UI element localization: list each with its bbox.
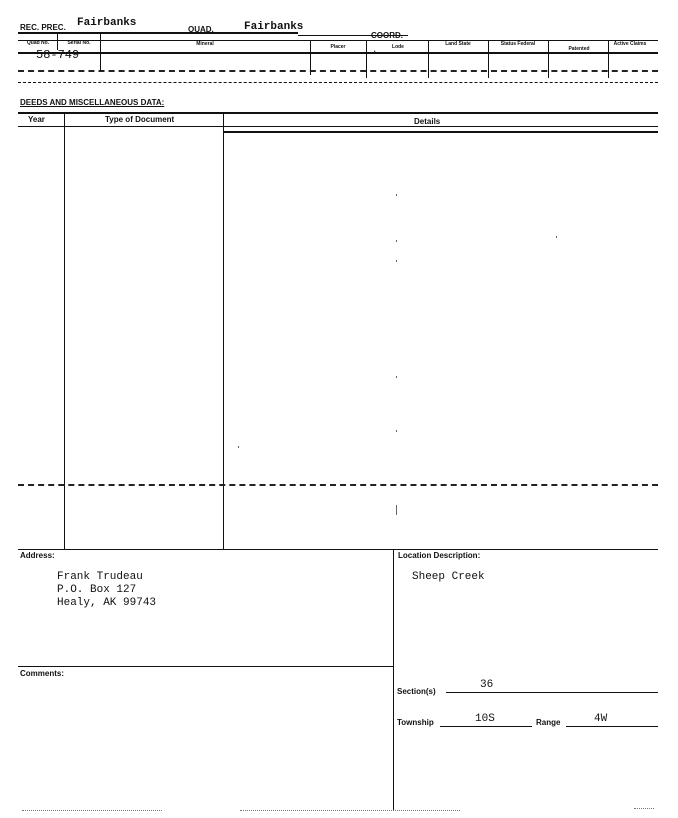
mineral-label: Mineral	[196, 41, 214, 47]
address-line-2: P.O. Box 127	[57, 584, 137, 596]
header-top-rule-right	[298, 35, 408, 36]
header-divider-8	[608, 40, 609, 78]
rec-prec-value: Fairbanks	[77, 17, 137, 29]
range-value: 4W	[594, 713, 608, 725]
bottom-scan-noise	[240, 810, 460, 811]
details-header-underline	[224, 131, 658, 133]
location-description-value: Sheep Creek	[412, 571, 485, 583]
address-line-3: Healy, AK 99743	[57, 597, 157, 609]
scan-speck	[396, 505, 397, 515]
header-subcolumn-rule	[18, 52, 658, 54]
active-claims-label: Active Claims	[613, 41, 647, 47]
address-line-1: Frank Trudeau	[57, 571, 143, 583]
section-value: 36	[480, 679, 494, 691]
quad-serial-value: 58-749	[36, 48, 80, 62]
header-divider-5	[428, 40, 429, 78]
comments-top-rule	[18, 666, 393, 667]
scan-speck	[396, 430, 397, 432]
deeds-section-title: DEEDS AND MISCELLANEOUS DATA:	[20, 98, 165, 107]
placer-label: Placer	[330, 44, 346, 50]
scan-speck	[396, 260, 397, 262]
address-label: Address:	[20, 551, 55, 560]
range-underline	[566, 726, 658, 727]
bottom-scan-noise	[22, 810, 162, 811]
lode-label: Lode	[392, 44, 404, 50]
location-description-label: Location Description:	[398, 551, 481, 560]
quad-value: Fairbanks	[244, 21, 304, 33]
type-of-document-column-header: Type of Document	[105, 115, 175, 124]
header-top-rule	[18, 32, 298, 34]
section-label: Section(s)	[397, 687, 436, 696]
scan-speck	[396, 194, 397, 196]
scan-speck	[396, 240, 397, 242]
comments-label: Comments:	[20, 669, 65, 678]
township-value: 10S	[475, 713, 495, 725]
scan-speck	[556, 236, 557, 238]
scan-speck	[238, 446, 239, 448]
deeds-bottom-rule	[18, 549, 658, 550]
township-underline	[440, 726, 532, 727]
header-lower-dashed-rule	[18, 82, 658, 83]
serial-no-label: Serial No.	[67, 40, 91, 46]
header-column-rule	[18, 40, 658, 41]
header-divider-2	[100, 33, 101, 71]
bottom-scan-noise	[634, 808, 654, 809]
quad-label: QUAD.	[188, 25, 214, 34]
range-label: Range	[536, 718, 561, 727]
deeds-dashed-rule	[18, 484, 658, 486]
lode-mark: .	[372, 45, 378, 55]
township-label: Township	[397, 718, 434, 727]
patented-label: Patented	[568, 46, 590, 52]
details-column-header: Details	[414, 117, 441, 126]
header-divider-4	[366, 40, 367, 78]
header-divider-6	[488, 40, 489, 78]
rec-prec-label: REC. PREC.	[20, 23, 66, 32]
coord-label: COORD.	[371, 31, 403, 40]
header-bottom-dashed-rule	[18, 70, 658, 72]
year-column-header: Year	[28, 115, 45, 124]
status-federal-label: Status Federal	[500, 41, 536, 47]
land-state-label: Land State	[445, 41, 471, 47]
scan-speck	[396, 376, 397, 378]
header-divider-7	[548, 40, 549, 78]
quad-no-label: Quad No.	[26, 40, 50, 46]
deeds-top-rule	[18, 112, 658, 114]
header-divider-3	[310, 40, 311, 75]
deeds-header-rule	[18, 126, 658, 127]
address-location-divider	[393, 549, 394, 811]
section-underline	[446, 692, 658, 693]
